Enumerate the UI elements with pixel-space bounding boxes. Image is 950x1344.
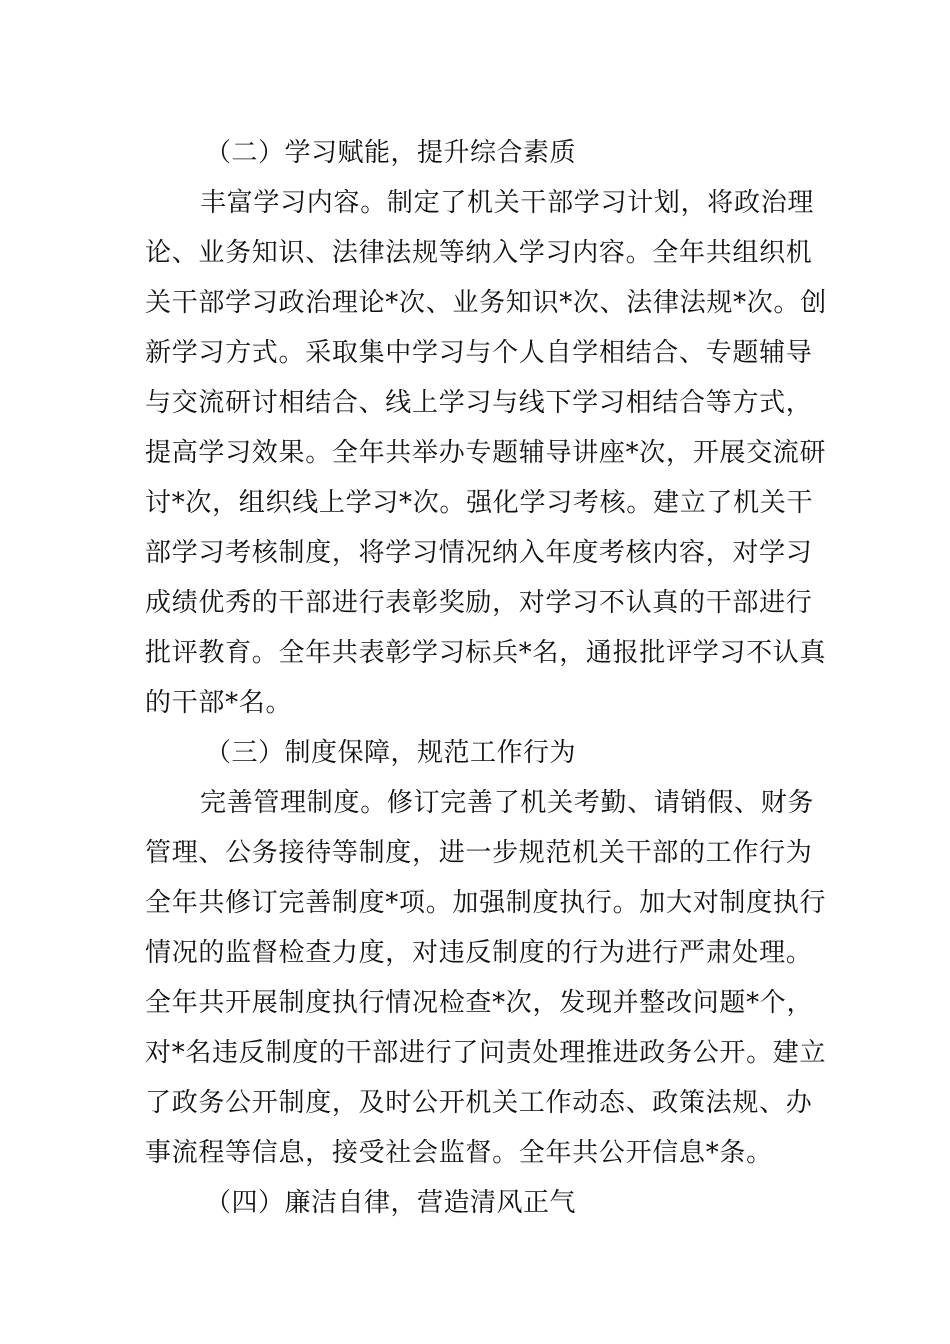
paragraph-line: 成绩优秀的干部进行表彰奖励，对学习不认真的干部进行 xyxy=(145,588,813,618)
paragraph-line: 的干部*名。 xyxy=(145,688,293,718)
paragraph-line: 关干部学习政治理论*次、业务知识*次、法律法规*次。创 xyxy=(145,288,827,318)
paragraph-line: 全年共开展制度执行情况检查*次，发现并整改问题*个， xyxy=(145,988,814,1018)
paragraph-line: 对*名违反制度的干部进行了问责处理推进政务公开。建立 xyxy=(145,1038,827,1068)
paragraph-line: 完善管理制度。修订完善了机关考勤、请销假、财务 xyxy=(200,788,815,818)
paragraph-line: 全年共修订完善制度*项。加强制度执行。加大对制度执行 xyxy=(145,888,827,918)
paragraph-line: 管理、公务接待等制度，进一步规范机关干部的工作行为 xyxy=(145,838,813,868)
paragraph-line: 提高学习效果。全年共举办专题辅导讲座*次，开展交流研 xyxy=(145,438,827,468)
paragraph-line: 了政务公开制度，及时公开机关工作动态、政策法规、办 xyxy=(145,1088,813,1118)
paragraph-line: 批评教育。全年共表彰学习标兵*名，通报批评学习不认真 xyxy=(145,638,827,668)
paragraph-line: 情况的监督检查力度，对违反制度的行为进行严肃处理。 xyxy=(145,938,813,968)
paragraph-line: 部学习考核制度，将学习情况纳入年度考核内容，对学习 xyxy=(145,538,813,568)
paragraph-line: 论、业务知识、法律法规等纳入学习内容。全年共组织机 xyxy=(145,238,813,268)
section-heading-3: （三）制度保障，规范工作行为 xyxy=(205,738,577,768)
paragraph-line: 事流程等信息，接受社会监督。全年共公开信息*条。 xyxy=(145,1138,773,1168)
section-heading-4: （四）廉洁自律，营造清风正气 xyxy=(205,1188,577,1218)
paragraph-line: 与交流研讨相结合、线上学习与线下学习相结合等方式， xyxy=(145,388,813,418)
paragraph-line: 新学习方式。采取集中学习与个人自学相结合、专题辅导 xyxy=(145,338,813,368)
paragraph-line: 丰富学习内容。制定了机关干部学习计划，将政治理 xyxy=(200,188,815,218)
paragraph-line: 讨*次，组织线上学习*次。强化学习考核。建立了机关干 xyxy=(145,488,814,518)
section-heading-2: （二）学习赋能，提升综合素质 xyxy=(205,138,577,168)
